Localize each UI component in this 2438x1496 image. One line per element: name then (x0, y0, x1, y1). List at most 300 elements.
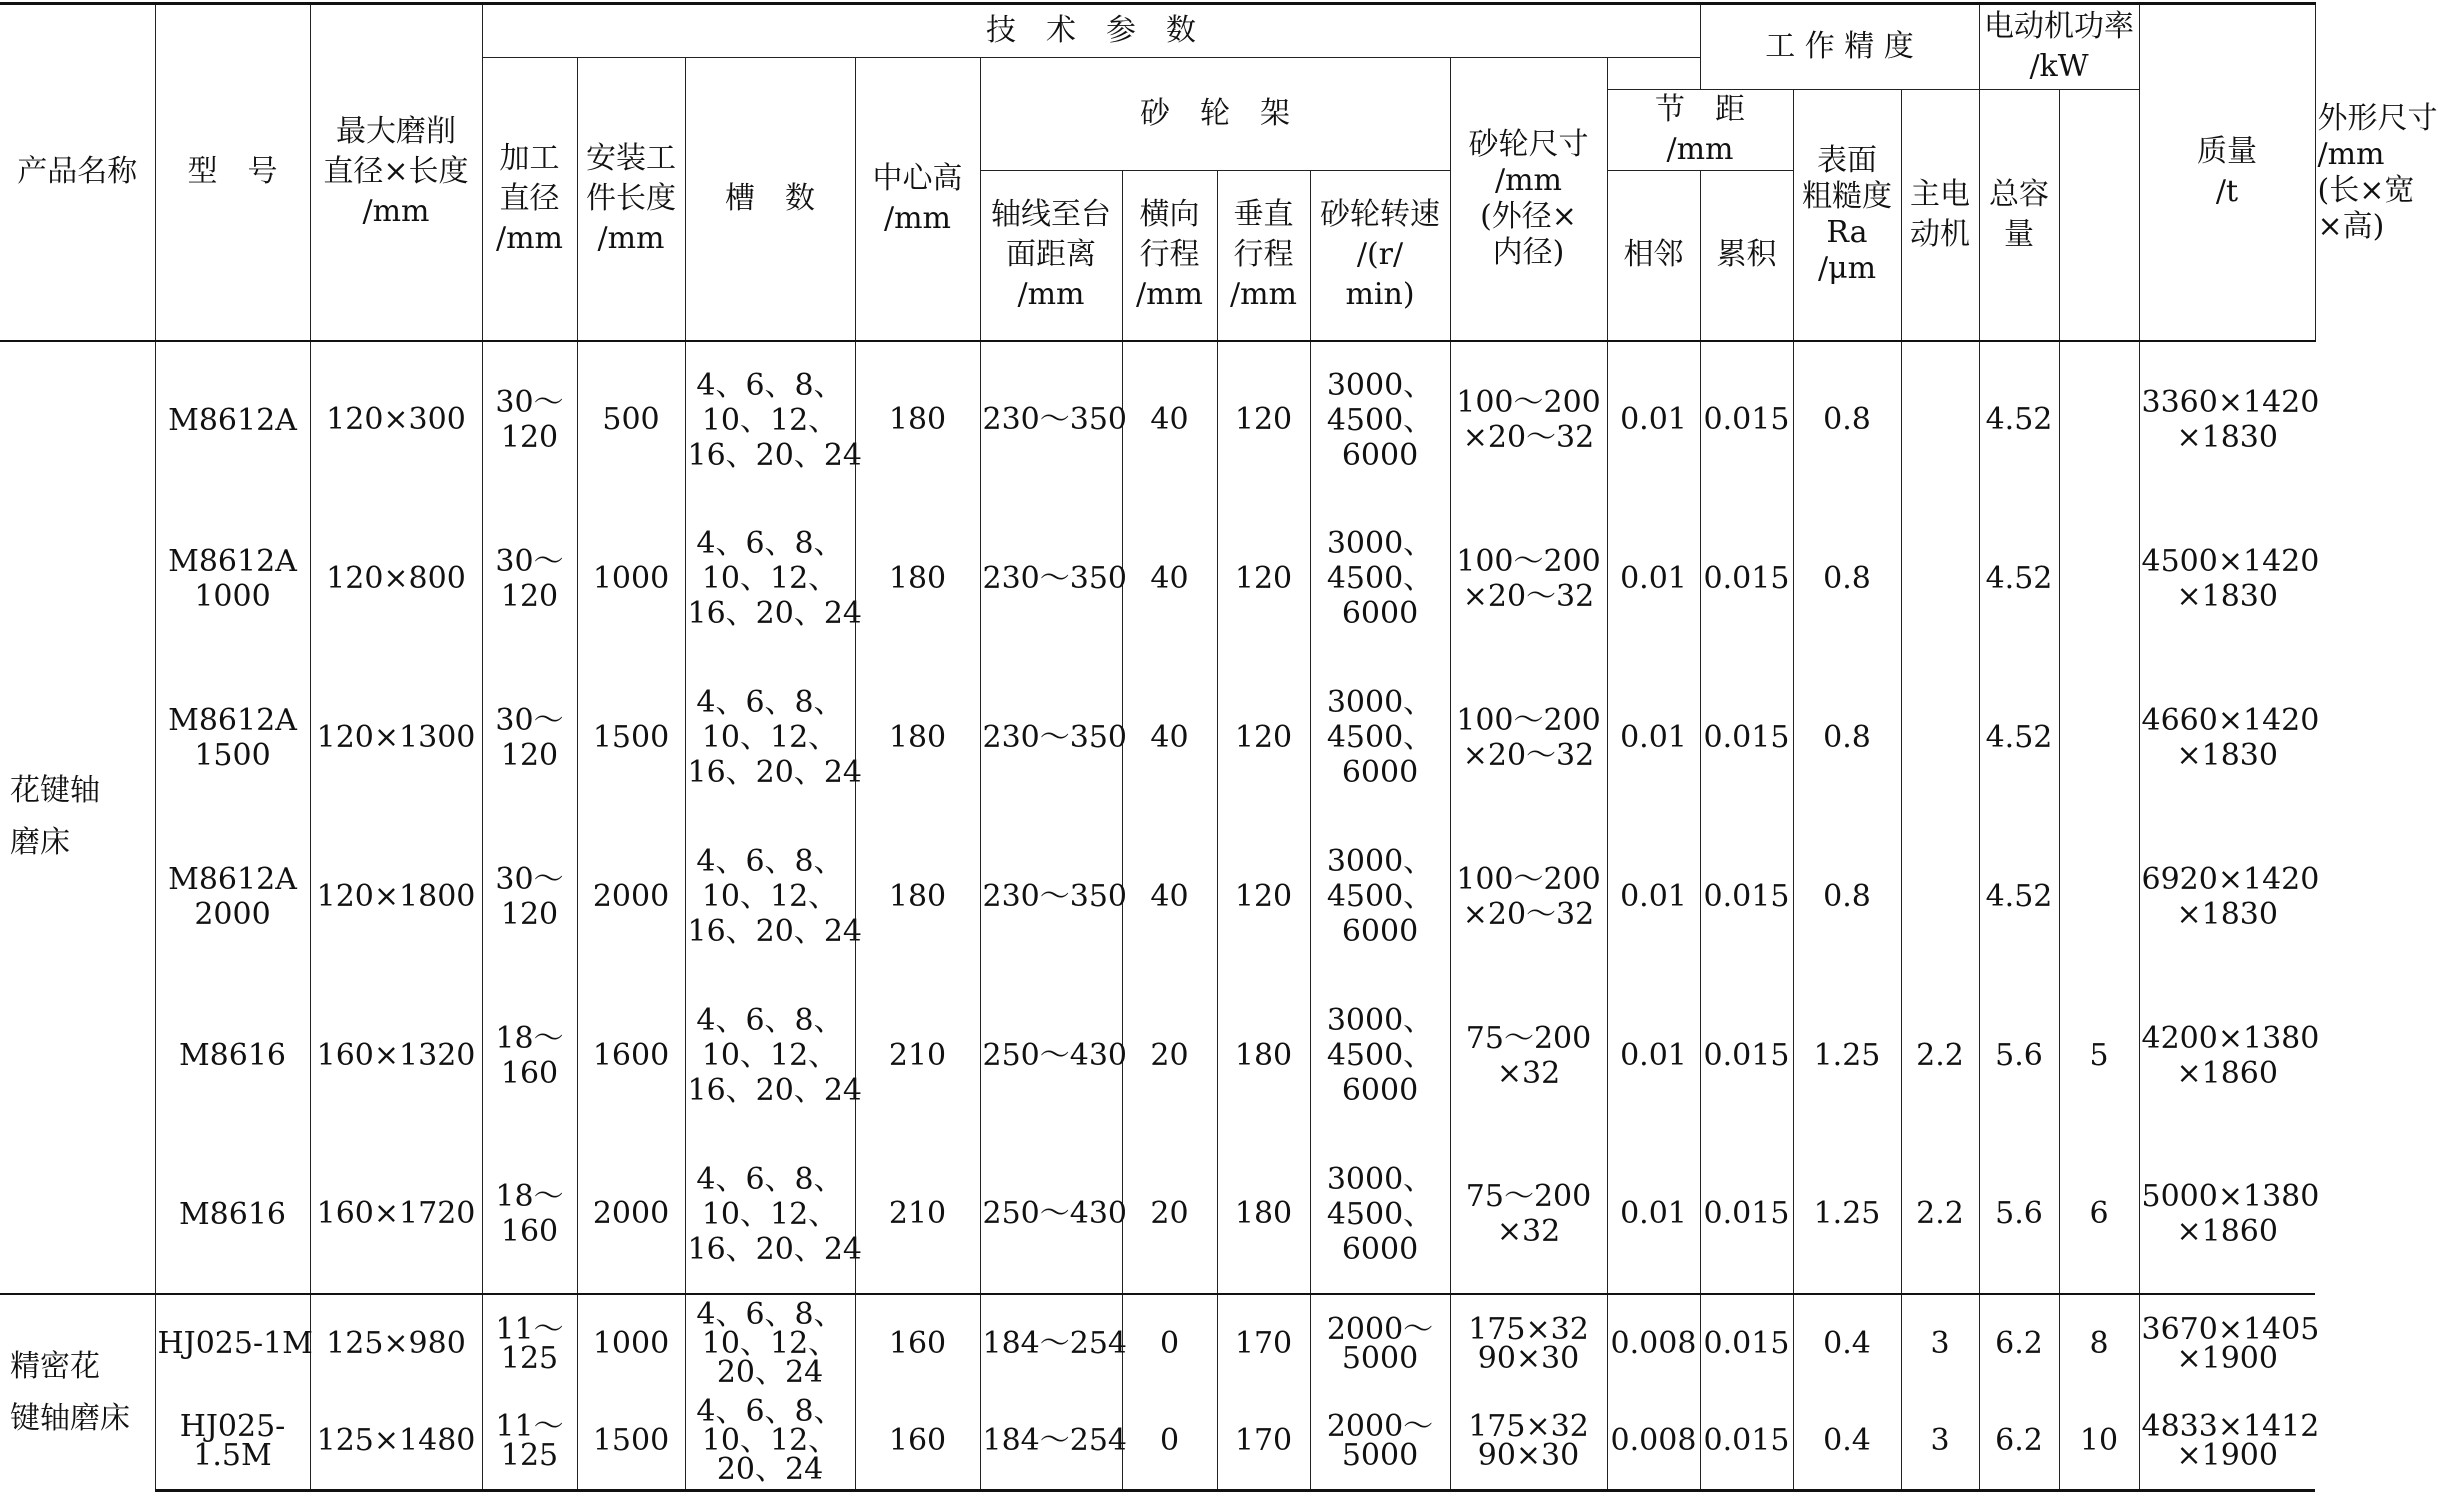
header-motor-power (1979, 4, 2139, 90)
cell-model (155, 976, 310, 1135)
text-line: 30～ (495, 543, 564, 579)
text-line: ×1860 (2176, 1055, 2278, 1091)
spline-grinder-spec-table: 产品名称 型 号 最大磨削 直径×长度 /mm 技 术 参 数 工 作 精 度 电动机功率 /kW 质量 /t 外形尺寸 /mm (长×宽 ×高) 加工 直径 /mm 安装工 件长度 /mm 槽 数 中心高 /mm 砂 轮 架 砂轮尺寸 /mm (外径× 内径) 节 距 /mm 表面 粗糙度 Ra /μm 主电 动机 总容 量 轴线至台 面距离 /mm 横向 行程 /mm 垂直 行程 /mm 砂轮转速 /(r/ min) 相邻 累积 花键轴 磨床 M8612A 120×300 30～ 120 500 4、6、8、 10、12、 16、20、24 180 230～350 40 120 3000、 4500、 6000 100～200 ×20～32 0.01 0.015 0.8 4.52 3360×1420 ×1830 M8612A 1000 120×800 30～ 120 1000 4、6、8、 10、12、 16、20、24 180 230～350 40 120 3000、 4500、 6000 100～200 ×20～32 0.01 0.015 0.8 4.52 4500×1420 ×1830 M8612A 1500 120×1300 30～ 120 1500 4、6、8、 10、12、 16、20、24 180 230～350 40 120 3000、 4500、 6000 100～200 ×20～32 0.01 0.015 0.8 4.52 4660×1420 ×1830 M8612A 2000 120×1800 30～ 120 2000 4、6、8、 10、12、 16、20、24 180 230～350 40 120 3000、 4500、 6000 100～200 ×20～32 0.01 0.015 0.8 4.52 6920×1420 ×1830 M8616 160×1320 18～ 160 1600 4、6、8、 10、12、 16、20、24 210 250～430 20 180 3000、 4500、 6000 75～200 ×32 0.01 0.015 1.25 2.2 5.6 5 4200×1380 ×1860 M8616 160×1720 18～ 160 2000 4、6、8、 10、12、 16、20、24 210 250～430 20 180 3000、 4500、 6000 75～200 ×32 0.01 0.015 1.25 2.2 5.6 6 5000×1380 ×1860 精密花 键轴磨床 HJ025-1M 125×980 11～ 125 1000 4、6、8、 10、12、 20、24 160 184～254 0 170 2000～ 5000 175×32 90×30 0.008 0.015 0.4 3 6.2 8 3670×1405 ×1900 HJ025- 1.5M 125×1480 11～ 125 1500 4、6、8、 10、12、 20、24 160 184～254 0 170 2000～ 5000 175×32 90×30 0.008 0.015 0.4 3 6.2 10 4833×1412 ×1900 (0, 2, 2315, 1492)
text-line: 行程 (1139, 237, 1200, 273)
table-row (0, 341, 2315, 500)
text-line: M8612A (168, 702, 297, 738)
text-line: 1000 (194, 578, 271, 614)
cell-center-height: 210 (855, 1135, 980, 1294)
text-line: /mm (1229, 277, 1297, 313)
header-pitch (1607, 90, 1793, 171)
cell-adjacent: 0.01 (1607, 817, 1700, 976)
text-line: 5000×1380 (2141, 1179, 2320, 1215)
text-line: 6000 (1341, 1073, 1419, 1109)
cell-install-len: 2000 (577, 817, 685, 976)
text-line: 表面 (1817, 142, 1877, 178)
text-line: 20、24 (716, 1355, 824, 1391)
header-proc-dia (482, 58, 577, 341)
text-line: ×32 (1496, 1055, 1561, 1091)
text-line: 11～ (495, 1408, 564, 1444)
cell-total-capacity: 4.52 (1979, 658, 2059, 817)
text-line: 砂轮转速 (1320, 197, 1440, 233)
cell-max-grind: 120×300 (310, 341, 482, 500)
text-line: ×20～32 (1462, 420, 1595, 456)
text-line: 120 (500, 420, 559, 456)
text-line: 6000 (1341, 1231, 1419, 1267)
cell-max-grind: 120×1800 (310, 817, 482, 976)
cell-main-motor (1901, 817, 1979, 976)
text-line: 75～200 (1465, 1020, 1592, 1056)
text-line: Ra (1826, 214, 1868, 250)
text-line: /mm (1135, 277, 1203, 313)
text-line: 6000 (1341, 437, 1419, 473)
cell-install-len: 1000 (577, 499, 685, 658)
cell-model (155, 499, 310, 658)
cell-center-height: 180 (855, 658, 980, 817)
cell-axis-distance: 250～430 (980, 1135, 1122, 1294)
cell-cumulative: 0.015 (1700, 976, 1793, 1135)
text-line: 3000、 (1326, 526, 1434, 562)
cell-adjacent: 0.01 (1607, 976, 1700, 1135)
header-model: 型 号 (155, 4, 310, 341)
text-line: 10、12、 (701, 1038, 839, 1074)
text-line: 花键轴 (10, 773, 100, 809)
cell-mass: 6 (2059, 1135, 2139, 1294)
text-line: 4500、 (1326, 720, 1434, 756)
cell-wheel-size (1450, 976, 1607, 1135)
cell-adjacent: 0.01 (1607, 1135, 1700, 1294)
cell-outline (2139, 1392, 2320, 1490)
cell-outline (2139, 1135, 2320, 1294)
cell-cumulative: 0.015 (1700, 1392, 1793, 1490)
text-line: 质量 (2197, 134, 2257, 170)
text-line: ×32 (1496, 1214, 1561, 1250)
cell-adjacent: 0.01 (1607, 341, 1700, 500)
cell-adjacent: 0.01 (1607, 658, 1700, 817)
text-line: 4、6、8、 (696, 1003, 844, 1039)
header-mass (2139, 4, 2315, 341)
cell-install-len: 1500 (577, 658, 685, 817)
cell-main-motor: 2.2 (1901, 976, 1979, 1135)
cell-axis-distance: 230～350 (980, 817, 1122, 976)
cell-slots (685, 976, 863, 1135)
text-line: 3000、 (1326, 1003, 1434, 1039)
text-line: ×1900 (2176, 1340, 2278, 1376)
text-line: 横向 (1139, 197, 1200, 233)
text-line: 主电 (1910, 176, 1970, 212)
text-line: 10、12、 (701, 402, 839, 438)
cell-outline (2139, 976, 2320, 1135)
text-line: /mm (1017, 277, 1085, 313)
text-line: /mm (1666, 132, 1734, 167)
text-line: 16、20、24 (687, 1073, 863, 1109)
cell-cross-travel: 0 (1122, 1392, 1217, 1490)
text-line: 120 (500, 578, 559, 614)
text-line: 6000 (1341, 596, 1419, 632)
text-line: 砂轮尺寸 (1468, 126, 1589, 162)
cell-main-motor: 3 (1901, 1392, 1979, 1490)
cell-max-grind: 160×1720 (310, 1135, 482, 1294)
text-line: 10、12、 (701, 1423, 839, 1459)
header-wheel-size (1450, 58, 1607, 341)
text-line: /kW (2029, 49, 2089, 84)
cell-cross-travel: 40 (1122, 817, 1217, 976)
text-line: M8612A (168, 861, 297, 897)
text-line: HJ025-1M (157, 1326, 313, 1362)
cell-proc-dia (482, 658, 577, 817)
header-wheel-frame: 砂 轮 架 (980, 58, 1450, 171)
cell-slots (685, 658, 863, 817)
cell-main-motor (1901, 341, 1979, 500)
cell-max-grind: 125×1480 (310, 1392, 482, 1490)
table-row (0, 817, 2315, 976)
cell-total-capacity: 5.6 (1979, 1135, 2059, 1294)
cell-model (155, 341, 310, 500)
text-line: 电动机功率 (1984, 9, 2134, 44)
cell-max-grind: 125×980 (310, 1294, 482, 1392)
text-line: 30～ (495, 861, 564, 897)
text-line: 4、6、8、 (696, 1394, 844, 1430)
text-line: 125 (500, 1340, 559, 1376)
text-line: /μm (1817, 250, 1877, 286)
cell-proc-dia (482, 817, 577, 976)
cell-cross-travel: 40 (1122, 499, 1217, 658)
cell-cumulative: 0.015 (1700, 817, 1793, 976)
text-line: 10、12、 (701, 1326, 839, 1362)
cell-wheel-speed (1310, 1392, 1450, 1490)
cell-cross-travel: 20 (1122, 976, 1217, 1135)
text-line: ×20～32 (1462, 896, 1595, 932)
text-line: 10、12、 (701, 1196, 839, 1232)
cell-mass: 5 (2059, 976, 2139, 1135)
cell-center-height: 180 (855, 817, 980, 976)
header-tech-params: 技 术 参 数 (482, 4, 1700, 58)
table-row (0, 976, 2315, 1135)
cell-proc-dia (482, 1392, 577, 1490)
header-roughness (1793, 90, 1901, 341)
cell-total-capacity: 4.52 (1979, 341, 2059, 500)
cell-roughness: 0.8 (1793, 499, 1901, 658)
cell-slots (685, 1392, 855, 1490)
cell-wheel-size (1450, 1392, 1607, 1490)
text-line: 键轴磨床 (10, 1400, 130, 1436)
text-line: 件长度 (586, 180, 676, 216)
cell-max-grind: 120×1300 (310, 658, 482, 817)
cell-slots (685, 341, 863, 500)
cell-adjacent: 0.008 (1607, 1392, 1700, 1490)
header-install-len (577, 58, 685, 341)
cell-wheel-speed (1310, 499, 1450, 658)
cell-slots (685, 1294, 855, 1392)
header-cross-travel (1122, 171, 1217, 341)
text-line: 4、6、8、 (696, 1297, 844, 1333)
text-line: 6000 (1341, 755, 1419, 791)
text-line: 100～200 (1456, 385, 1601, 421)
text-line: 2000 (194, 896, 271, 932)
cell-wheel-size (1450, 1135, 1607, 1294)
text-line: ×1830 (2176, 578, 2278, 614)
text-line: 10、12、 (701, 720, 839, 756)
cell-cumulative: 0.015 (1700, 341, 1793, 500)
text-line: 节 距 (1655, 92, 1745, 127)
cell-vertical-travel: 120 (1217, 341, 1310, 500)
text-line: 3000、 (1326, 1161, 1434, 1197)
header-center-height (855, 58, 980, 341)
text-line: ×1830 (2176, 420, 2278, 456)
text-line: ×1830 (2176, 896, 2278, 932)
cell-vertical-travel: 180 (1217, 976, 1310, 1135)
cell-adjacent: 0.01 (1607, 499, 1700, 658)
cell-cross-travel: 40 (1122, 658, 1217, 817)
header-slots: 槽 数 (685, 58, 855, 341)
cell-slots (685, 817, 863, 976)
text-line: 直径×长度 (323, 154, 469, 190)
text-line: (外径× (1480, 198, 1577, 234)
cell-proc-dia (482, 976, 577, 1135)
text-line: 30～ (495, 385, 564, 421)
text-line: /(r/ (1356, 237, 1404, 273)
cell-wheel-speed (1310, 341, 1450, 500)
cell-wheel-size (1450, 817, 1607, 976)
cell-cumulative: 0.015 (1700, 1294, 1793, 1392)
text-line: 垂直 (1233, 197, 1294, 233)
text-line: 4833×1412 (2141, 1408, 2320, 1444)
text-line: M8612A (168, 543, 297, 579)
text-line: 5000 (1341, 1437, 1419, 1473)
text-line: 100～200 (1456, 543, 1601, 579)
cell-model (155, 658, 310, 817)
text-line: 16、20、24 (687, 596, 863, 632)
cell-proc-dia (482, 1294, 577, 1392)
text-line: 4、6、8、 (696, 367, 844, 403)
text-line: 4500、 (1326, 1038, 1434, 1074)
text-line: 16、20、24 (687, 1231, 863, 1267)
cell-proc-dia (482, 499, 577, 658)
text-line: 2000～ (1326, 1408, 1434, 1444)
cell-slots (685, 1135, 863, 1294)
cell-roughness: 1.25 (1793, 1135, 1901, 1294)
cell-product-name (0, 1294, 155, 1490)
cell-cumulative: 0.015 (1700, 1135, 1793, 1294)
table-row (0, 1135, 2315, 1294)
text-line: 精密花 (10, 1348, 100, 1384)
cell-proc-dia (482, 341, 577, 500)
text-line: 160 (500, 1214, 559, 1250)
cell-install-len: 1600 (577, 976, 685, 1135)
cell-wheel-size (1450, 658, 1607, 817)
cell-mass: 8 (2059, 1294, 2139, 1392)
cell-mass (2059, 817, 2139, 976)
cell-roughness: 0.8 (1793, 341, 1901, 500)
text-line: 面距离 (1006, 237, 1096, 273)
cell-slots (685, 499, 863, 658)
text-line: 1500 (194, 737, 271, 773)
cell-wheel-speed (1310, 817, 1450, 976)
text-line: 4、6、8、 (696, 685, 844, 721)
text-line: 4、6、8、 (696, 844, 844, 880)
text-line: 粗糙度 (1802, 178, 1892, 214)
cell-adjacent: 0.008 (1607, 1294, 1700, 1392)
text-line: 100～200 (1456, 702, 1601, 738)
text-line: 75～200 (1465, 1179, 1592, 1215)
text-line: /mm (1494, 162, 1562, 198)
cell-wheel-size (1450, 1294, 1607, 1392)
text-line: 16、20、24 (687, 755, 863, 791)
text-line: 4、6、8、 (696, 526, 844, 562)
text-line: 175×32 (1468, 1311, 1589, 1347)
text-line: 100～200 (1456, 861, 1601, 897)
cell-roughness: 0.8 (1793, 658, 1901, 817)
cell-axis-distance: 250～430 (980, 976, 1122, 1135)
cell-wheel-speed (1310, 1135, 1450, 1294)
cell-mass (2059, 499, 2139, 658)
text-line: 11～ (495, 1311, 564, 1347)
cell-total-capacity: 4.52 (1979, 499, 2059, 658)
cell-cumulative: 0.015 (1700, 499, 1793, 658)
text-line: M8612A (168, 402, 297, 438)
text-line: /mm (495, 220, 563, 256)
text-line: 175×32 (1468, 1408, 1589, 1444)
text-line: /mm (597, 220, 665, 256)
table-row (0, 499, 2315, 658)
cell-wheel-speed (1310, 976, 1450, 1135)
text-line: 直径 (499, 180, 560, 216)
cell-main-motor (1901, 499, 1979, 658)
text-line: /mm (362, 194, 430, 230)
text-line: ×1860 (2176, 1214, 2278, 1250)
text-line: 10、12、 (701, 879, 839, 915)
cell-roughness: 0.8 (1793, 817, 1901, 976)
cell-product-name (0, 341, 155, 1295)
cell-center-height: 160 (855, 1392, 980, 1490)
cell-cross-travel: 0 (1122, 1294, 1217, 1392)
header-max-grind (310, 4, 482, 341)
cell-total-capacity: 6.2 (1979, 1294, 2059, 1392)
table-row (0, 1392, 2315, 1490)
cell-install-len: 1500 (577, 1392, 685, 1490)
text-line: 10、12、 (701, 561, 839, 597)
cell-vertical-travel: 170 (1217, 1392, 1310, 1490)
text-line: 120 (500, 737, 559, 773)
text-line: 30～ (495, 702, 564, 738)
text-line: 16、20、24 (687, 437, 863, 473)
cell-mass (2059, 658, 2139, 817)
cell-axis-distance: 230～350 (980, 658, 1122, 817)
text-line: ×1900 (2176, 1437, 2278, 1473)
text-line: 量 (2004, 216, 2034, 252)
text-line: 4500、 (1326, 1196, 1434, 1232)
table-row (0, 658, 2315, 817)
text-line: 3000、 (1326, 844, 1434, 880)
cell-cumulative: 0.015 (1700, 658, 1793, 817)
cell-install-len: 2000 (577, 1135, 685, 1294)
cell-vertical-travel: 180 (1217, 1135, 1310, 1294)
text-line: 3000、 (1326, 367, 1434, 403)
text-line: 1.5M (193, 1437, 272, 1473)
text-line: 4200×1380 (2141, 1020, 2320, 1056)
cell-wheel-speed (1310, 1294, 1450, 1392)
cell-roughness: 0.4 (1793, 1294, 1901, 1392)
text-line: 4500、 (1326, 402, 1434, 438)
text-line: 90×30 (1477, 1437, 1580, 1473)
cell-vertical-travel: 170 (1217, 1294, 1310, 1392)
text-line: 4660×1420 (2141, 702, 2320, 738)
cell-total-capacity: 5.6 (1979, 976, 2059, 1135)
text-line: 加工 (499, 140, 560, 176)
cell-outline (2139, 499, 2320, 658)
header-axis-distance (980, 171, 1122, 341)
cell-model (155, 1135, 310, 1294)
cell-center-height: 180 (855, 341, 980, 500)
cell-cross-travel: 20 (1122, 1135, 1217, 1294)
header-work-precision: 工 作 精 度 (1700, 4, 1979, 90)
cell-max-grind: 160×1320 (310, 976, 482, 1135)
text-line: 18～ (495, 1020, 564, 1056)
text-line: /mm (883, 200, 951, 236)
text-line: min) (1345, 277, 1415, 313)
text-line: 4500×1420 (2141, 543, 2320, 579)
text-line: 18～ (495, 1179, 564, 1215)
header-cumulative: 累积 (1700, 171, 1793, 341)
cell-max-grind: 120×800 (310, 499, 482, 658)
cell-axis-distance: 184～254 (980, 1392, 1122, 1490)
header-total-capacity (1979, 90, 2059, 341)
cell-total-capacity: 6.2 (1979, 1392, 2059, 1490)
spec-body (0, 341, 2320, 1491)
text-line: 120 (500, 896, 559, 932)
cell-center-height: 160 (855, 1294, 980, 1392)
cell-roughness: 1.25 (1793, 976, 1901, 1135)
text-line: 125 (500, 1437, 559, 1473)
text-line: 160 (500, 1055, 559, 1091)
cell-cross-travel: 40 (1122, 341, 1217, 500)
cell-axis-distance: 184～254 (980, 1294, 1122, 1392)
text-line: 4、6、8、 (696, 1161, 844, 1197)
cell-vertical-travel: 120 (1217, 817, 1310, 976)
cell-vertical-travel: 120 (1217, 658, 1310, 817)
text-line: 20、24 (716, 1452, 824, 1488)
text-line: ×20～32 (1462, 578, 1595, 614)
cell-model (155, 817, 310, 976)
text-line: 90×30 (1477, 1340, 1580, 1376)
header-adjacent: 相邻 (1607, 171, 1700, 341)
text-line: 6920×1420 (2141, 861, 2320, 897)
header-main-motor (1901, 90, 1979, 341)
cell-install-len: 1000 (577, 1294, 685, 1392)
text-line: 2000～ (1326, 1311, 1434, 1347)
text-line: 3670×1405 (2141, 1311, 2320, 1347)
cell-roughness: 0.4 (1793, 1392, 1901, 1490)
text-line: M8616 (178, 1038, 287, 1074)
cell-model (155, 1294, 313, 1392)
text-line: 轴线至台 (991, 197, 1111, 233)
text-line: 中心高 (872, 160, 963, 196)
text-line: /t (2215, 174, 2239, 210)
cell-outline (2139, 1294, 2320, 1392)
text-line: 总容 (1989, 176, 2049, 212)
cell-wheel-size (1450, 499, 1607, 658)
header-vertical-travel (1217, 171, 1310, 341)
text-line: HJ025- (179, 1408, 286, 1444)
cell-outline (2139, 658, 2320, 817)
cell-mass: 10 (2059, 1392, 2139, 1490)
text-line: 16、20、24 (687, 914, 863, 950)
table-row (0, 1294, 2315, 1392)
cell-axis-distance: 230～350 (980, 499, 1122, 658)
text-line: 3000、 (1326, 685, 1434, 721)
text-line: 3360×1420 (2141, 385, 2320, 421)
cell-center-height: 210 (855, 976, 980, 1135)
